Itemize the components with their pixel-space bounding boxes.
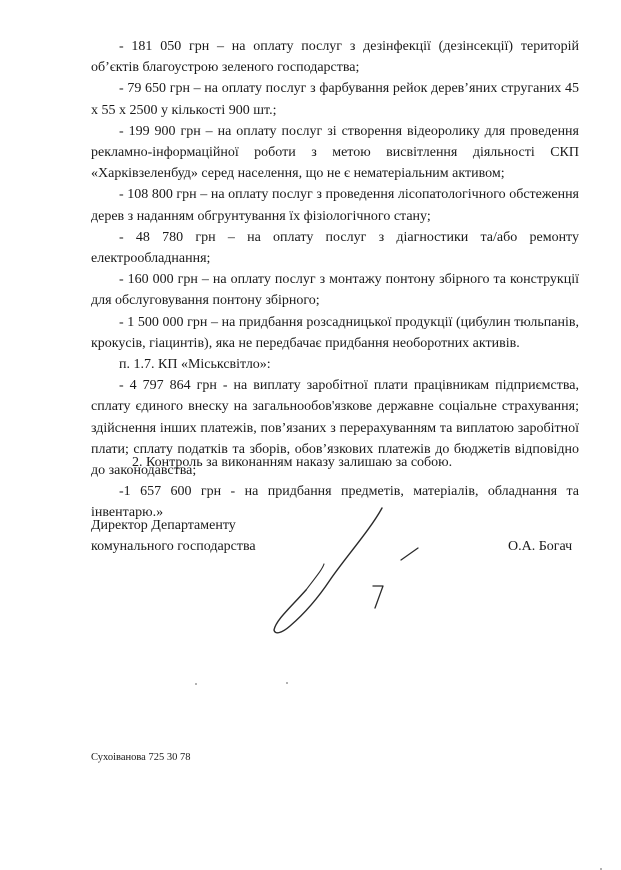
- signatory-name: О.А. Богач: [508, 539, 573, 554]
- handwritten-signature: [260, 490, 460, 650]
- expense-item-salary: - 4 797 864 грн - на виплату заробітної плати працівникам підприємства, сплату єдиного внеску на загальнообов'язкове державне соціальне страхування; здійснення інших платежів, пов’язаних з перерахуванням та виплатою заробітної плати; сплату податків та зборів, обов’язкових платежів до бюджетів відповідно до законодавства;: [91, 378, 579, 479]
- position-line-2: комунального господарства: [91, 539, 256, 554]
- control-clause: 2. Контроль за виконанням наказу залишаю за собою.: [132, 455, 453, 470]
- expense-item-materials: -1 657 600 грн - на придбання предметів, матеріалів, обладнання та інвентарю.»: [91, 484, 579, 521]
- section-heading-miskvitlo: п. 1.7. КП «Міськсвітло»:: [119, 357, 271, 373]
- expense-item-painting-rails: - 79 650 грн – на оплату послуг з фарбування рейок дерев’яних струганих 45 х 55 х 2500 у кількості 900 шт.;: [91, 81, 579, 118]
- expense-item-bulbs: - 1 500 000 грн – на придбання розсадницької продукції (цибулин тюльпанів, крокусів, гіацинтів), яка не передбачає придбання необоротних активів.: [91, 314, 579, 351]
- expense-item-pontoon: - 160 000 грн – на оплату послуг з монтажу понтону збірного та конструкції для обслуговування понтону збірного;: [91, 272, 579, 309]
- expense-item-electrical-repair: - 48 780 грн – на оплату послуг з діагностики та/або ремонту електрообладнання;: [91, 229, 579, 267]
- order-text-body: [91, 36, 579, 524]
- scan-speck: [286, 682, 288, 684]
- signatory-position: [91, 515, 256, 557]
- position-line-1: Директор Департаменту: [91, 518, 236, 533]
- expense-item-video: - 199 900 грн – на оплату послуг зі створення відеоролику для проведення рекламно-інформаційної роботи з метою висвітлення діяльності СКП «Харківзеленбуд» серед населення, що не є нематеріальним активом;: [91, 123, 579, 182]
- expense-item-tree-survey: - 108 800 грн – на оплату послуг з проведення лісопатологічного обстеження дерев з наданням обгрунтування їх фізіологічного стану;: [91, 187, 579, 224]
- executor-contact: Сухоіванова 725 30 78: [91, 752, 191, 763]
- scan-speck: [195, 683, 197, 685]
- expense-item-disinfection: - 181 050 грн – на оплату послуг з дезінфекції (дезінсекції) територій об’єктів благоустрою зеленого господарства;: [91, 39, 579, 76]
